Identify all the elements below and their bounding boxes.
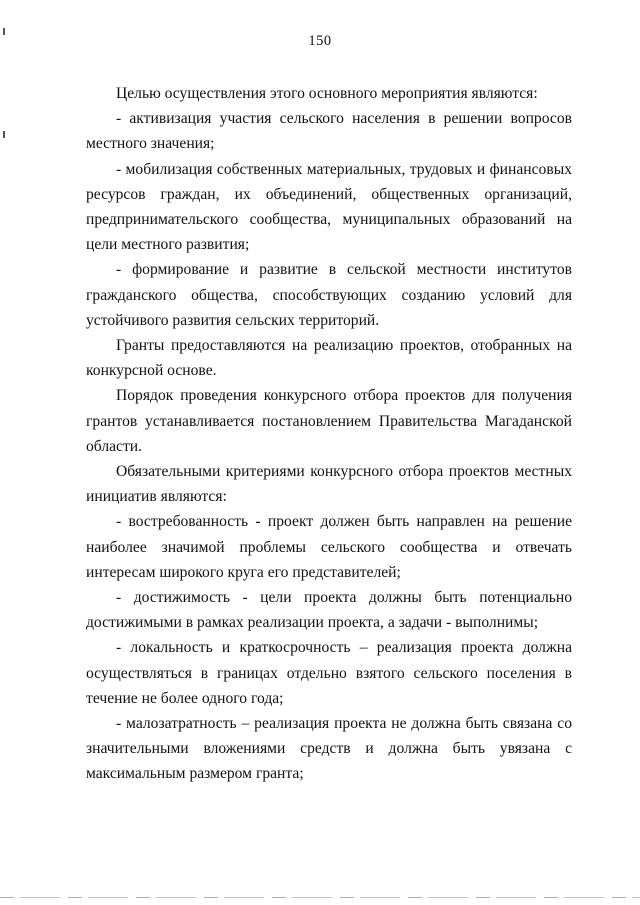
scan-edge-line bbox=[0, 897, 640, 898]
paragraph: - активизация участия сельского населения в решении вопросов местного значения; bbox=[86, 110, 572, 153]
paragraph: - достижимость - цели проекта должны быть потенциально достижимыми в рамках реализации проекта, а задачи - выполнимы; bbox=[86, 589, 572, 632]
body-text bbox=[86, 81, 572, 787]
scan-mark bbox=[3, 28, 5, 35]
paragraph: - мобилизация собственных материальных, трудовых и финансовых ресурсов граждан, их объединений, общественных организаций, предпринимательского сообщества, муниципальных образований на цели местного развития; bbox=[86, 160, 572, 254]
paragraph: - востребованность - проект должен быть направлен на решение наиболее значимой проблемы сельского сообщества и отвечать интересам широкого круга его представителей; bbox=[86, 513, 572, 581]
paragraph: - формирование и развитие в сельской местности институтов гражданского общества, способствующих созданию условий для устойчивого развития сельских территорий. bbox=[86, 261, 572, 329]
paragraph: Гранты предоставляются на реализацию проектов, отобранных на конкурсной основе. bbox=[86, 337, 572, 380]
paragraph: Целью осуществления этого основного мероприятия являются: bbox=[116, 85, 538, 102]
paragraph: Порядок проведения конкурсного отбора проектов для получения грантов устанавливается постановлением Правительства Магаданской области. bbox=[86, 387, 572, 455]
paragraph: - малозатратность – реализация проекта не должна быть связана со значительными вложениями средств и должна быть увязана с максимальным размером гранта; bbox=[86, 715, 572, 783]
paragraph: - локальность и краткосрочность – реализация проекта должна осуществляться в границах отдельно взятого сельского поселения в течение не более одного года; bbox=[86, 639, 572, 707]
paragraph: Обязательными критериями конкурсного отбора проектов местных инициатив являются: bbox=[86, 463, 572, 506]
scan-mark bbox=[3, 131, 5, 138]
page-number: 150 bbox=[308, 33, 332, 49]
